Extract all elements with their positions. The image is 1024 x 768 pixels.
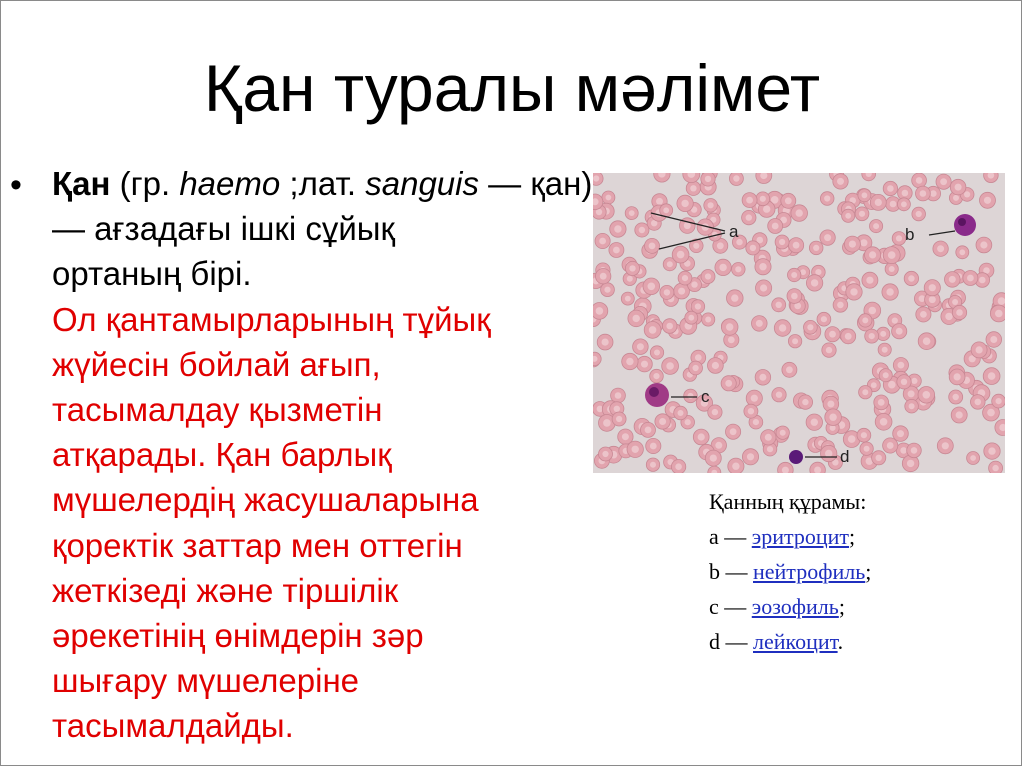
erythrocyte-center [705,176,711,182]
erythrocyte-center [996,398,1002,404]
erythrocyte-center [824,234,831,241]
erythrocyte-center [992,465,998,471]
erythrocyte-center [688,393,694,399]
erythrocyte-center [953,394,959,400]
erythrocyte-center [837,302,844,309]
erythrocyte-center [890,201,897,208]
erythrocyte-center [715,442,722,449]
erythrocyte-center [898,362,905,369]
text-line1b: ортаның бірі. [52,255,252,293]
erythrocyte-center [785,197,792,204]
link-neutrophil[interactable]: нейтрофиль [753,559,866,584]
erythrocyte-center [622,433,629,440]
caption-prefix: d — [709,629,753,654]
erythrocyte-center [708,202,714,208]
text-mid: ;лат. [280,165,366,202]
erythrocyte-center [705,317,711,323]
erythrocyte-center [593,175,599,181]
erythrocyte-center [759,374,766,381]
erythrocyte-center [900,447,907,454]
erythrocyte-center [979,277,986,284]
erythrocyte-center [896,235,902,241]
erythrocyte-center [880,331,886,337]
link-erythrocyte[interactable]: эритроцит [751,524,850,549]
term-blood: Қан [52,165,111,202]
erythrocyte-center [756,320,763,327]
erythrocyte-center [909,403,915,409]
erythrocyte-center [815,269,821,275]
erythrocyte-center [633,315,640,322]
erythrocyte-center [763,205,770,212]
erythrocyte-center [875,199,882,206]
text-open: (гр. [110,165,180,202]
erythrocyte-center [880,418,888,426]
erythrocyte-center [751,395,758,402]
erythrocyte-center [902,190,909,197]
erythrocyte-center [888,251,896,259]
caption-prefix: a — [709,524,752,549]
link-leukocyte[interactable]: лейкоцит [753,629,838,654]
erythrocyte-center [882,347,888,353]
erythrocyte-center [916,211,922,217]
erythrocyte-center [712,362,719,369]
erythrocyte-center [869,333,875,339]
erythrocyte-center [911,378,917,384]
leukocyte-cell [789,450,803,464]
erythrocyte-center [988,372,996,380]
erythrocyte-center [629,265,635,271]
erythrocyte-center [776,392,782,398]
erythrocyte-center [746,214,752,220]
red-line: жеткізеді және тіршілік [52,571,399,609]
erythrocyte-center [955,184,962,191]
erythrocyte-center [813,245,819,251]
red-line: Ол қантамырларының тұйық [52,300,491,338]
erythrocyte-center [717,242,724,249]
definition-paragraph [52,161,612,297]
erythrocyte-center [920,190,927,197]
erythrocyte-center [869,251,876,258]
bullet-marker: • [10,166,22,204]
erythrocyte-center [964,191,970,197]
blood-smear-micrograph [593,173,1005,473]
red-line: жүйесін бойлай ағып, [52,345,381,383]
erythrocyte-center [616,416,622,422]
erythrocyte-center [987,409,995,417]
caption-item [709,589,1009,624]
text-line1-rest: қан) — ағзадағы ішкі сұйық [52,165,593,248]
erythrocyte-center [967,275,974,282]
erythrocyte-center [791,272,797,278]
erythrocyte-center [848,435,856,443]
erythrocyte-center [956,411,963,418]
erythrocyte-center [888,381,896,389]
red-line: тасымалдау қызметін [52,391,383,429]
erythrocyte-center [887,185,894,192]
erythrocyte-center [998,297,1005,305]
erythrocyte-center [602,451,608,457]
erythrocyte-center [786,366,793,373]
erythrocyte-center [653,373,659,379]
erythrocyte-center [988,447,995,454]
erythrocyte-center [629,210,635,216]
red-line: әрекетінің өнімдерін зәр [52,617,424,655]
erythrocyte-center [911,447,918,454]
erythrocyte-center [606,195,612,201]
erythrocyte-center [920,311,927,318]
caption-prefix: c — [709,594,752,619]
erythrocyte-center [878,399,885,406]
erythrocyte-center [792,338,798,344]
erythrocyte-center [976,346,983,353]
erythrocyte-center [649,243,656,250]
erythrocyte-center [649,326,657,334]
latin-word: sanguis [365,165,479,202]
erythrocyte-center [728,337,735,344]
erythrocyte-center [650,462,656,468]
erythrocyte-center [693,243,699,249]
eosinophil-nucleus [649,387,659,397]
erythrocyte-center [871,382,877,388]
erythrocyte-center [695,303,701,309]
figure-caption [709,484,1009,659]
red-line: қоректік заттар мен оттегін [52,526,463,564]
figure-label-b: b [905,225,915,244]
erythrocyte-center [825,450,832,457]
erythrocyte-center [719,264,726,271]
erythrocyte-center [929,296,936,303]
erythrocyte-center [614,406,620,412]
erythrocyte-center [712,409,718,415]
erythrocyte-center [688,315,694,321]
erythrocyte-center [901,379,907,385]
erythrocyte-center [705,273,711,279]
erythrocyte-center [600,273,607,280]
erythrocyte-center [681,200,688,207]
erythrocyte-center [923,391,931,399]
erythrocyte-center [829,331,836,338]
erythrocyte-center [862,317,868,323]
erythrocyte-center [826,347,832,353]
erythrocyte-center [850,288,857,295]
erythrocyte-center [733,175,739,181]
erythrocyte-center [748,408,754,414]
caption-suffix: ; [849,524,856,549]
erythrocyte-center [862,192,868,198]
erythrocyte-center [807,324,813,330]
erythrocyte-center [796,209,803,216]
erythrocyte-center [837,178,844,185]
erythrocyte-center [685,419,691,425]
erythrocyte-center [599,238,606,245]
erythrocyte-center [811,419,818,426]
erythrocyte-center [860,239,867,246]
erythrocyte-center [604,287,610,293]
erythrocyte-center [614,225,621,232]
erythrocyte-center [779,239,785,245]
erythrocyte-center [779,324,786,331]
erythrocyte-center [730,428,737,435]
erythrocyte-center [896,328,903,335]
erythrocyte-center [678,288,685,295]
erythrocyte-center [887,442,894,449]
erythrocyte-center [930,190,937,197]
erythrocyte-center [821,316,827,322]
erythrocyte-center [901,201,907,207]
erythrocyte-center [827,401,834,408]
erythrocyte-center [953,195,959,201]
description-paragraph [52,297,612,749]
erythrocyte-center [675,463,682,470]
erythrocyte-center [667,261,673,267]
erythrocyte-center [615,392,622,399]
erythrocyte-center [995,310,1003,318]
erythrocyte-center [596,307,604,315]
text-dash: — [479,165,531,202]
erythrocyte-center [886,288,893,295]
erythrocyte-center [639,227,645,233]
caption-heading: Қанның құрамы: [709,489,867,514]
figure-label-a: a [729,222,739,241]
erythrocyte-center [664,289,670,295]
erythrocyte-center [873,223,879,229]
erythrocyte-center [678,410,684,416]
erythrocyte-center [625,296,631,302]
erythrocyte-center [862,389,868,395]
erythrocyte-center [908,275,914,281]
erythrocyte-center [845,333,852,340]
erythrocyte-center [626,358,633,365]
erythrocyte-center [746,197,753,204]
erythrocyte-center [956,309,963,316]
erythrocyte-center [627,276,633,282]
erythrocyte-center [641,361,648,368]
erythrocyte-center [732,463,739,470]
erythrocyte-center [802,399,808,405]
erythrocyte-center [929,284,936,291]
erythrocyte-center [980,241,987,248]
erythrocyte-center [990,336,997,343]
erythrocyte-center [765,434,772,441]
erythrocyte-center [869,307,877,315]
caption-item [709,624,1009,659]
caption-item [709,519,1009,554]
neutrophil-cell [954,214,976,236]
erythrocyte-center [750,245,756,251]
erythrocyte-center [682,275,688,281]
erythrocyte-center [908,390,915,397]
erythrocyte-center [760,284,767,291]
erythrocyte-center [975,399,982,406]
erythrocyte-center [984,197,991,204]
erythrocyte-center [747,453,754,460]
erythrocyte-center [907,460,914,467]
erythrocyte-center [861,432,867,438]
erythrocyte-center [866,277,873,284]
erythrocyte-center [759,263,766,270]
red-line: тасымалдайды. [52,707,294,745]
erythrocyte-center [677,251,685,259]
caption-suffix: ; [838,594,845,619]
erythrocyte-center [923,337,931,345]
figure-label-d: d [840,447,850,466]
erythrocyte-center [691,281,697,287]
erythrocyte-center [656,198,663,205]
caption-suffix: ; [865,559,872,584]
erythrocyte-center [760,196,766,202]
erythrocyte-center [654,350,660,356]
erythrocyte-center [864,446,870,452]
erythrocyte-center [892,318,898,324]
red-line: шығару мүшелеріне [52,662,360,700]
erythrocyte-center [937,245,944,252]
erythrocyte-center [695,354,702,361]
erythrocyte-center [710,455,717,462]
erythrocyte-center [940,178,947,185]
slide-title: Қан туралы мәлімет [203,51,821,125]
caption-suffix: . [837,629,844,654]
erythrocyte-center [829,414,836,421]
erythrocyte-center [666,323,673,330]
erythrocyte-center [849,241,856,248]
erythrocyte-center [876,455,882,461]
erythrocyte-center [602,339,609,346]
erythrocyte-center [666,362,674,370]
erythrocyte-center [970,455,976,461]
erythrocyte-center [663,207,669,213]
body-text [52,161,612,749]
erythrocyte-center [959,249,965,255]
red-line: атқарады. Қан барлық [52,436,392,474]
erythrocyte-center [889,266,895,272]
erythrocyte-center [954,373,961,380]
caption-item [709,554,1009,589]
erythrocyte-center [632,446,639,453]
erythrocyte-center [690,185,696,191]
greek-word: haemo [179,165,281,202]
erythrocyte-center [916,177,923,184]
erythrocyte-center [731,294,738,301]
erythrocyte-center [772,223,779,230]
erythrocyte-center [952,299,958,305]
neutrophil-nucleus [958,218,966,226]
erythrocyte-center [776,302,782,308]
erythrocyte-center [648,283,656,291]
erythrocyte-center [793,242,800,249]
erythrocyte-center [698,433,705,440]
red-line: мүшелердің жасушаларына [52,481,479,519]
erythrocyte-center [824,195,830,201]
erythrocyte-center [942,442,949,449]
erythrocyte-center [693,365,699,371]
erythrocyte-center [613,247,620,254]
erythrocyte-center [603,419,611,427]
erythrocyte-center [650,443,657,450]
erythrocyte-center [780,430,786,436]
erythrocyte-center [791,293,798,300]
figure-label-c: c [701,387,710,406]
erythrocyte-center [883,372,889,378]
erythrocyte-center [753,419,759,425]
erythrocyte-center [726,323,733,330]
erythrocyte-center [637,343,644,350]
erythrocyte-center [897,430,904,437]
erythrocyte-center [811,279,818,286]
erythrocyte-center [949,276,956,283]
erythrocyte-center [845,213,851,219]
erythrocyte-center [945,313,952,320]
erythrocyte-center [859,211,865,217]
link-eosinophil[interactable]: эозофиль [751,594,839,619]
erythrocyte-center [659,418,666,425]
erythrocyte-center [645,427,652,434]
erythrocyte-center [735,266,741,272]
erythrocyte-center [725,380,732,387]
erythrocyte-center [684,222,691,229]
erythrocyte-center [767,446,773,452]
caption-prefix: b — [709,559,753,584]
